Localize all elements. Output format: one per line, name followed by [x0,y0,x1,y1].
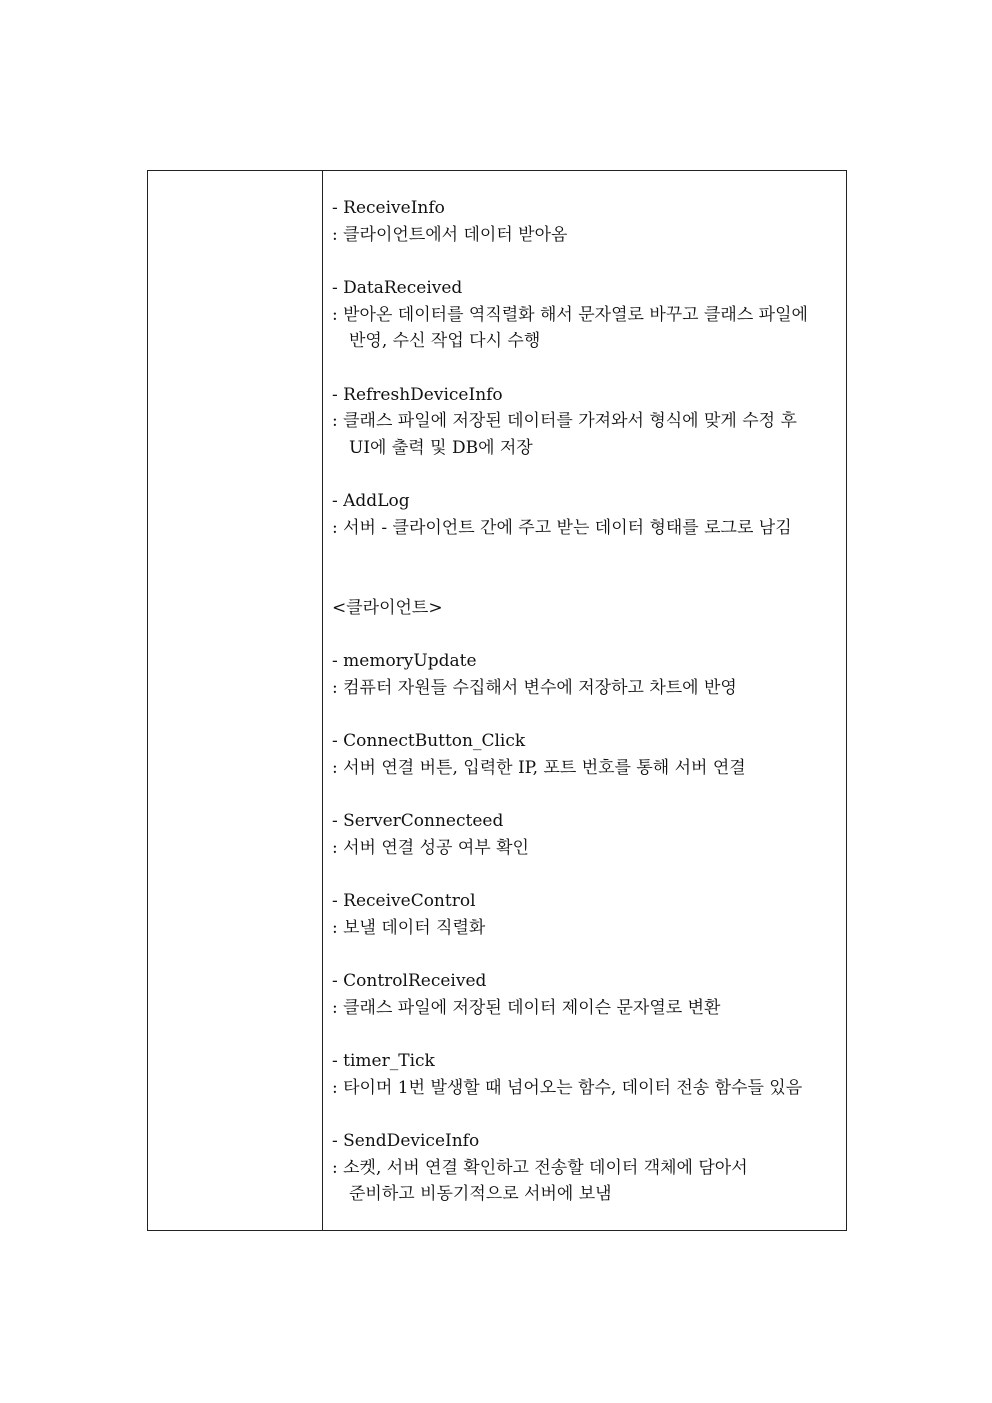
function-description: : 서버 - 클라이언트 간에 주고 받는 데이터 형태를 로그로 남김 [332,518,792,538]
function-description-continued: 반영, 수신 작업 다시 수행 [349,331,541,351]
function-description: : 클라이언트에서 데이터 받아옴 [332,225,568,245]
function-description: : 받아온 데이터를 역직렬화 해서 문자열로 바꾸고 클래스 파일에 [332,305,808,325]
function-description: : 보낼 데이터 직렬화 [332,918,486,938]
section-heading: <클라이언트> [332,598,443,618]
function-description: : 클래스 파일에 저장된 데이터를 가져와서 형식에 맞게 수정 후 [332,411,797,431]
function-description: : 서버 연결 성공 여부 확인 [332,838,529,858]
function-description: : 소켓, 서버 연결 확인하고 전송할 데이터 객체에 담아서 [332,1158,748,1178]
function-name: - RefreshDeviceInfo [332,385,503,405]
function-name: - SendDeviceInfo [332,1131,480,1151]
function-description: : 클래스 파일에 저장된 데이터 제이슨 문자열로 변환 [332,998,721,1018]
table-left-cell [148,171,323,1230]
function-description: : 서버 연결 버튼, 입력한 IP, 포트 번호를 통해 서버 연결 [332,758,746,778]
function-name: - timer_Tick [332,1051,435,1071]
function-name: - AddLog [332,491,410,511]
table-right-cell [323,171,846,1230]
function-name: - ReceiveInfo [332,198,445,218]
function-name: - ReceiveControl [332,891,476,911]
function-name: - ConnectButton_Click [332,731,526,751]
function-description: : 컴퓨터 자원들 수집해서 변수에 저장하고 차트에 반영 [332,678,737,698]
function-description: : 타이머 1번 발생할 때 넘어오는 함수, 데이터 전송 함수들 있음 [332,1078,803,1098]
function-name: - ServerConnecteed [332,811,504,831]
function-name: - memoryUpdate [332,651,477,671]
function-name: - ControlReceived [332,971,487,991]
document-table [147,170,847,1231]
function-description-continued: UI에 출력 및 DB에 저장 [349,438,533,458]
function-description-continued: 준비하고 비동기적으로 서버에 보냄 [349,1184,612,1204]
function-name: - DataReceived [332,278,463,298]
